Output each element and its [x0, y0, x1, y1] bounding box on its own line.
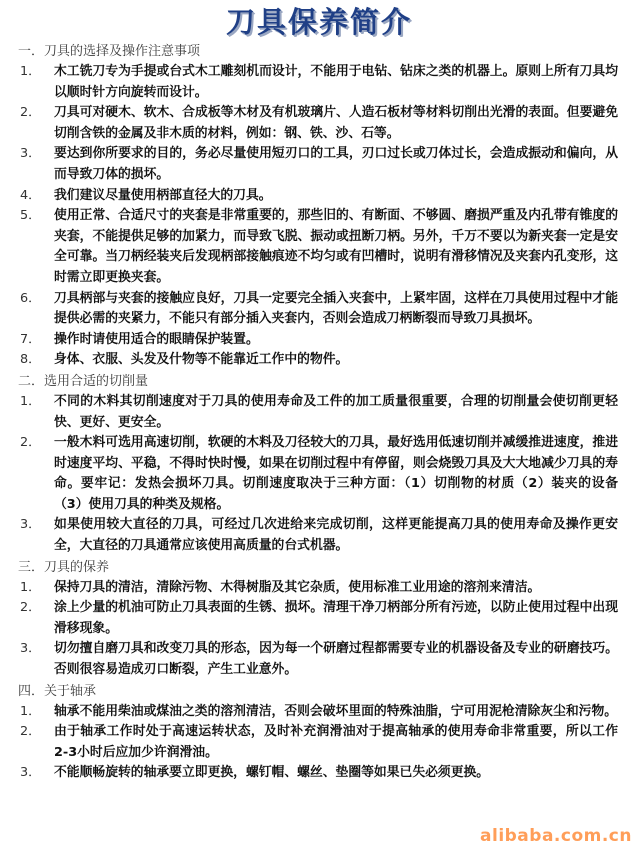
list-item — [18, 350, 618, 371]
list-item — [18, 763, 618, 784]
list-item — [18, 722, 618, 763]
item-number: 2． — [20, 724, 41, 740]
item-text: 刀具可对硬木、软木、合成板等木材及有机玻璃片、人造石板材等材料切削出光滑的表面。但要避免切削含铁的金属及非木质的材料，例如：钢、铁、沙、石等。 — [54, 105, 618, 141]
item-number: 3． — [20, 517, 41, 533]
section-heading: 二．选用合适的切削量 — [18, 373, 149, 389]
list-item — [18, 330, 618, 351]
item-text: 轴承不能用柴油或煤油之类的溶剂清洁，否则会破坏里面的特殊油脂，宁可用泥枪清除灰尘和污物。 — [54, 703, 618, 719]
item-text: 刀具柄部与夹套的接触应良好，刀具一定要完全插入夹套中，上紧牢固，这样在刀具使用过程中才能提供必需的夹紧力，不能只有部分插入夹套内，否则会造成刀柄断裂而导致刀具损坏。 — [54, 290, 618, 327]
list-item — [18, 186, 618, 207]
list-item — [18, 702, 618, 723]
item-text: 要达到你所要求的目的，务必尽量使用短刃口的工具，刃口过长或刀体过长，会造成振动和偏向，从而导致刀体的损坏。 — [54, 146, 618, 182]
section-heading: 一．刀具的选择及操作注意事项 — [18, 44, 201, 59]
document-body — [18, 41, 618, 784]
item-text: 操作时请使用适合的眼睛保护装置。 — [54, 331, 259, 347]
page-title: 刀具保养简介 — [225, 5, 412, 39]
item-number: 3． — [20, 146, 41, 162]
item-number: 1． — [20, 64, 41, 79]
item-text: 由于轴承工作时处于高速运转状态，及时补充润滑油对于提高轴承的使用寿命非常重要，所以工作2-3小时后应加少许润滑油。 — [54, 724, 618, 760]
list-item — [18, 639, 618, 680]
list-item — [18, 598, 618, 639]
item-number: 6． — [20, 290, 41, 306]
list-item — [18, 144, 618, 185]
item-number: 4． — [20, 187, 41, 203]
list-item — [18, 578, 618, 599]
item-text: 切勿擅自磨刀具和改变刀具的形态，因为每一个研磨过程都需要专业的机器设备及专业的研磨技巧。否则很容易造成刃口断裂，产生工业意外。 — [54, 641, 618, 678]
item-text: 保持刀具的清洁，清除污物、木得树脂及其它杂质，使用标准工业用途的溶剂来清洁。 — [54, 579, 541, 595]
item-text: 不能顺畅旋转的轴承要立即更换，螺钉帽、螺丝、垫圈等如果已失必须更换。 — [54, 765, 490, 781]
item-text: 身体、衣服、头发及什物等不能靠近工作中的物件。 — [54, 352, 349, 368]
item-text: 一般木料可选用高速切削，软硬的木料及刀径较大的刀具，最好选用低速切削并减缓推进速度，推进时速度平均、平稳，不得时快时慢，如果在切削过程中有停留，则会烧毁刀具及大大地减少刀具的寿命。要牢记：发热会损坏刀具。切削速度取决于三种方面：（1）切削物的材质（2）装夹的设备（3）使用刀具的种类及规格。 — [54, 435, 618, 512]
item-number: 3． — [20, 765, 41, 781]
item-text: 我们建议尽量使用柄部直径大的刀具。 — [54, 187, 272, 203]
item-text: 涂上少量的机油可防止刀具表面的生锈、损坏。清理干净刀柄部分所有污迹，以防止使用过程中出现滑移现象。 — [54, 600, 618, 636]
section-heading: 三．刀具的保养 — [18, 559, 110, 575]
list-item — [18, 515, 618, 556]
list-item — [18, 206, 618, 288]
section-heading: 四．关于轴承 — [18, 683, 97, 699]
item-number: 1． — [20, 393, 41, 409]
list-item — [18, 103, 618, 144]
watermark: alibaba.com.cn — [480, 826, 632, 846]
item-number: 1． — [20, 579, 41, 595]
item-text: 不同的木料其切削速度对于刀具的使用寿命及工件的加工质量很重要，合理的切削量会使切削更轻快、更好、更安全。 — [54, 393, 618, 430]
item-number: 8． — [20, 352, 41, 368]
item-number: 5． — [20, 208, 41, 224]
list-item — [18, 62, 618, 103]
item-number: 2． — [20, 105, 41, 121]
item-number: 2． — [20, 600, 41, 616]
list-item — [18, 289, 618, 330]
item-number: 7． — [20, 331, 41, 347]
item-number: 2． — [20, 435, 41, 451]
list-item — [18, 392, 618, 433]
item-number: 3． — [20, 641, 41, 657]
item-text: 使用正常、合适尺寸的夹套是非常重要的，那些旧的、有断面、不够圆、磨损严重及内孔带有锥度的夹套，不能提供足够的加紧力，而导致飞脱、振动或扭断刀柄。另外，千万不要以为新夹套一定是安全可靠。当刀柄经装夹后发现柄部接触痕迹不均匀或有凹槽时，说明有滑移情况及夹套内孔变形，这时需立即更换夹套。 — [54, 208, 618, 285]
item-number: 1． — [20, 703, 41, 719]
list-item — [18, 433, 618, 515]
item-text: 如果使用较大直径的刀具，可经过几次进给来完成切削，这样更能提高刀具的使用寿命及操作更安全，大直径的刀具通常应该使用高质量的台式机器。 — [54, 517, 618, 554]
item-text: 木工铣刀专为手提或台式木工雕刻机而设计，不能用于电钻、钻床之类的机器上。原则上所有刀具均以顺时针方向旋转而设计。 — [54, 64, 618, 100]
